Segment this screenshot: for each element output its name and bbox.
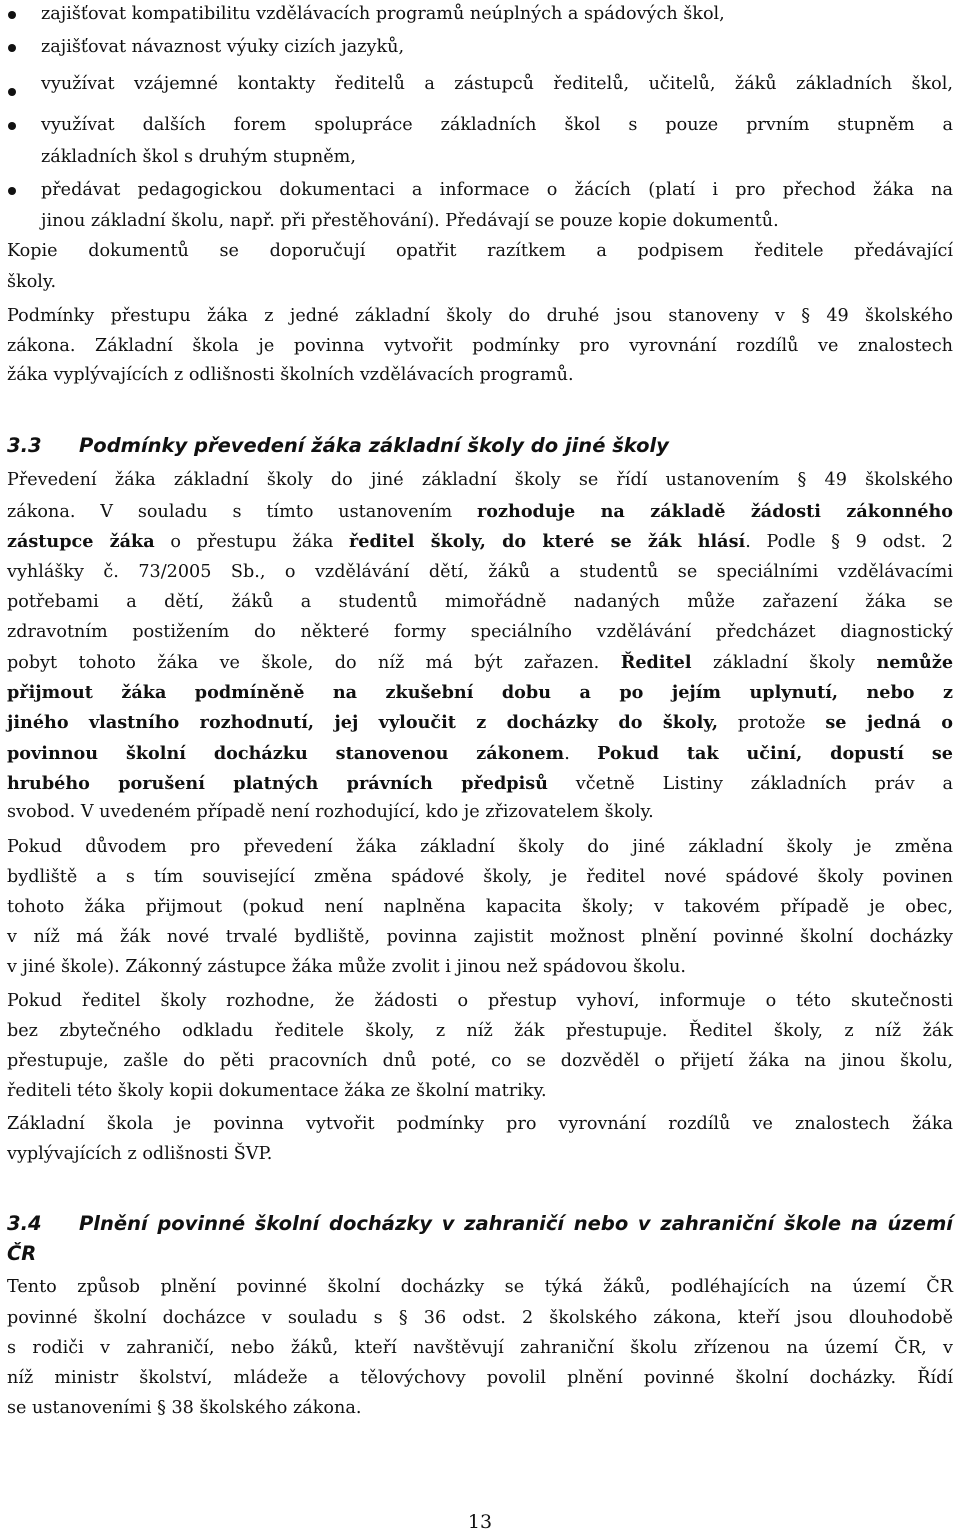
text-line: zákona. V souladu s tímto ustanovením rozhoduje na základě žádosti zákonného (7, 501, 953, 522)
text-line: zákona. Základní škola je povinna vytvořit podmínky pro vyrovnání rozdílů ve znalostech (7, 336, 953, 356)
text-line: povinné školní docházce v souladu s § 36 odst. 2 školského zákona, kteří jsou dlouhodobě (7, 1308, 953, 1328)
text-line: Kopie dokumentů se doporučují opatřit razítkem a podpisem ředitele předávající (7, 241, 953, 261)
bullet-item: využívat dalších forem spolupráce základních škol s pouze prvním stupněm a (41, 115, 953, 135)
text-line: Pokud důvodem pro převedení žáka základní školy do jiné základní školy je změna (7, 837, 953, 857)
text-line: jiného vlastního rozhodnutí, jej vyloučit z docházky do školy, protože se jedná o (7, 712, 954, 733)
text-line: Pokud ředitel školy rozhodne, že žádosti o přestup vyhoví, informuje o této skutečnosti (7, 991, 953, 1011)
section-number: 3.3 (7, 434, 42, 457)
text-line: níž ministr školství, mládeže a tělovýchovy povolil plnění povinné školní docházky. Řídí (7, 1368, 953, 1388)
bullet-dot (8, 44, 16, 52)
text-line: Podmínky přestupu žáka z jedné základní školy do druhé jsou stanoveny v § 49 školského (7, 306, 953, 326)
bullet-item-continued: jinou základní školu, např. při přestěhování). Předávají se pouze kopie dokumentů. (41, 211, 779, 231)
section-title: Plnění povinné školní docházky v zahraničí nebo v zahraniční škole na území (79, 1212, 953, 1235)
bullet-item: využívat vzájemné kontakty ředitelů a zástupců ředitelů, učitelů, žáků základních škol, (41, 74, 953, 94)
text-line: přestupuje, zašle do pěti pracovních dnů poté, co se dozvěděl o přijetí žáka na jinou školu, (7, 1051, 953, 1071)
bullet-dot (8, 122, 16, 130)
text-line: Převedení žáka základní školy do jiné základní školy se řídí ustanovením § 49 školského (7, 470, 953, 490)
text-line: v níž má žák nové trvalé bydliště, povinna zajistit možnost plnění povinné školní docházky (7, 927, 953, 947)
text-line: vyhlášky č. 73/2005 Sb., o vzdělávání dětí, žáků a studentů se speciálními vzdělávacími (7, 562, 953, 582)
text-line: přijmout žáka podmíněně na zkušební dobu a po jejím uplynutí, nebo z (7, 682, 953, 703)
text-line: vyplývajících z odlišnosti ŠVP. (7, 1144, 273, 1164)
text-line: Základní škola je povinna vytvořit podmínky pro vyrovnání rozdílů ve znalostech žáka (7, 1114, 953, 1134)
text-line: v jiné škole). Zákonný zástupce žáka může zvolit i jinou než spádovou školu. (7, 957, 686, 977)
text-line: Tento způsob plnění povinné školní docházky se týká žáků, podléhajících na území ČR (7, 1277, 953, 1297)
text-line: tohoto žáka přijmout (pokud není naplněna kapacita školy; v takovém případě je obec, (7, 897, 953, 917)
bullet-item: zajišťovat kompatibilitu vzdělávacích programů neúplných a spádových škol, (41, 4, 725, 24)
text-line: školy. (7, 272, 57, 292)
bullet-dot (8, 187, 16, 195)
text-line: žáka vyplývajících z odlišnosti školních vzdělávacích programů. (7, 365, 574, 385)
text-line: potřebami a dětí, žáků a studentů mimořádně nadaných může zařazení žáka se (7, 592, 953, 612)
text-line: řediteli této školy kopii dokumentace žáka ze školní matriky. (7, 1081, 547, 1101)
section-number: 3.4 (7, 1212, 42, 1235)
text-line: se ustanoveními § 38 školského zákona. (7, 1398, 362, 1418)
text-line: bydliště a s tím související změna spádové školy, je ředitel nové spádové školy povinen (7, 867, 953, 887)
bullet-item-continued: základních škol s druhým stupněm, (41, 147, 356, 167)
page-number: 13 (467, 1511, 493, 1533)
bullet-item: předávat pedagogickou dokumentaci a informace o žácích (platí i pro přechod žáka na (41, 180, 953, 200)
text-line: hrubého porušení platných právních předpisů včetně Listiny základních práv a (7, 773, 953, 794)
text-line: s rodiči v zahraničí, nebo žáků, kteří navštěvují zahraniční školu zřízenou na území ČR, v (7, 1338, 953, 1358)
text-line: bez zbytečného odkladu ředitele školy, z níž žák přestupuje. Ředitel školy, z níž žák (7, 1021, 953, 1041)
section-title: Podmínky převedení žáka základní školy do jiné školy (79, 434, 669, 457)
text-line: zástupce žáka o přestupu žáka ředitel školy, do které se žák hlásí. Podle § 9 odst. 2 (7, 531, 953, 552)
text-line: svobod. V uvedeném případě není rozhodující, kdo je zřizovatelem školy. (7, 802, 654, 822)
bullet-dot (8, 88, 16, 96)
text-line: povinnou školní docházku stanovenou zákonem. Pokud tak učiní, dopustí se (7, 743, 953, 764)
text-line: zdravotním postižením do některé formy speciálního vzdělávání předcházet diagnostický (7, 622, 953, 642)
bullet-dot (8, 11, 16, 19)
bullet-item: zajišťovat návaznost výuky cizích jazyků, (41, 37, 405, 57)
section-title-continued: ČR (7, 1242, 37, 1265)
text-line: pobyt tohoto žáka ve škole, do níž má být zařazen. Ředitel základní školy nemůže (7, 652, 954, 673)
